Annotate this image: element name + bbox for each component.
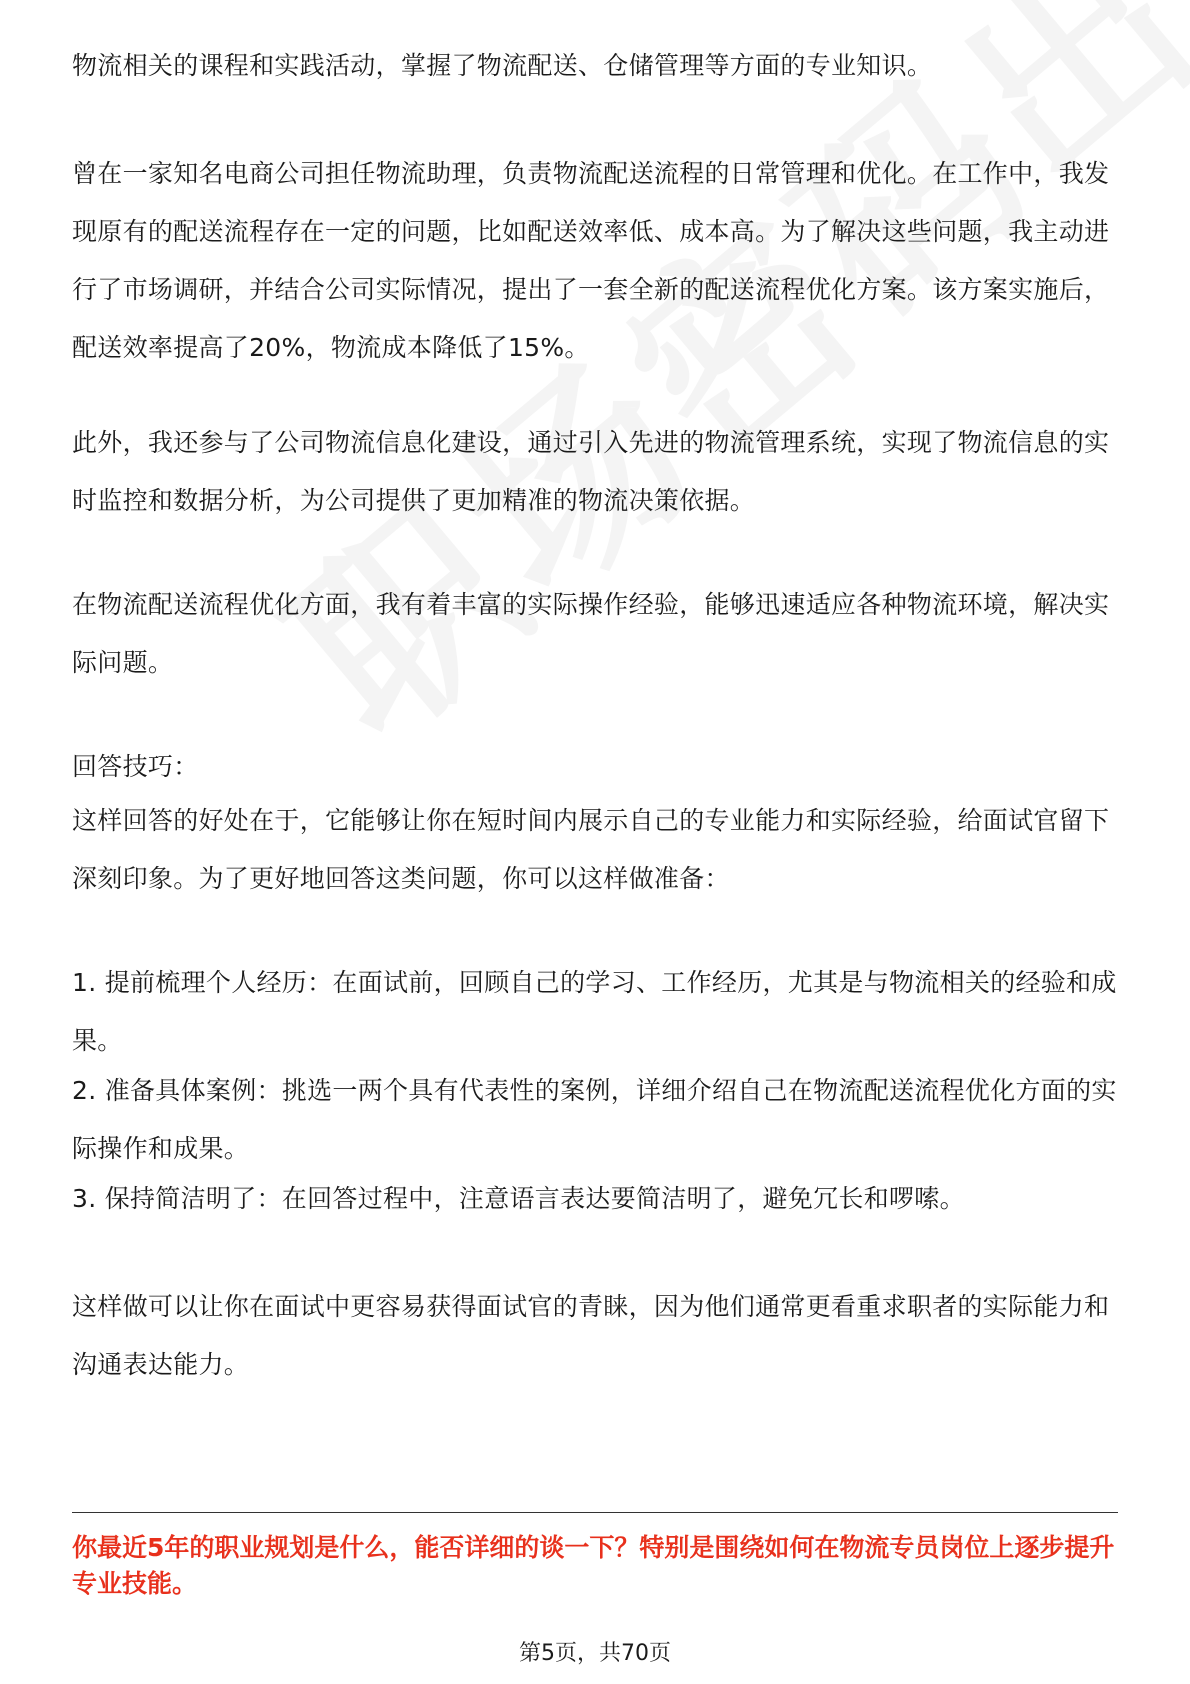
list-item-1: 1. 提前梳理个人经历：在面试前，回顾自己的学习、工作经历，尤其是与物流相关的经验和成果。 (72, 968, 1117, 1055)
paragraph-6: 这样做可以让你在面试中更容易获得面试官的青睐，因为他们通常更看重求职者的实际能力和沟通表达能力。 (72, 1292, 1110, 1379)
question-heading: 你最近5年的职业规划是什么，能否详细的谈一下？特别是围绕如何在物流专员岗位上逐步提升专业技能。 (72, 1533, 1115, 1598)
paragraph-2: 曾在一家知名电商公司担任物流助理，负责物流配送流程的日常管理和优化。在工作中，我发现原有的配送流程存在一定的问题，比如配送效率低、成本高。为了解决这些问题，我主动进行了市场调研，并结合公司实际情况，提出了一套全新的配送流程优化方案。该方案实施后，配送效率提高了20%，物流成本降低了15%。 (72, 159, 1110, 362)
paragraph-5: 这样回答的好处在于，它能够让你在短时间内展示自己的专业能力和实际经验，给面试官留下深刻印象。为了更好地回答这类问题，你可以这样做准备： (72, 806, 1110, 893)
list-item-3: 3. 保持简洁明了：在回答过程中，注意语言表达要简洁明了，避免冗长和啰嗦。 (72, 1184, 965, 1213)
paragraph-1: 物流相关的课程和实践活动，掌握了物流配送、仓储管理等方面的专业知识。 (72, 51, 933, 80)
section-divider (72, 1512, 1118, 1513)
tips-heading: 回答技巧： (72, 752, 199, 781)
list-item-2: 2. 准备具体案例：挑选一两个具有代表性的案例，详细介绍自己在物流配送流程优化方面的实际操作和成果。 (72, 1076, 1117, 1163)
paragraph-3: 此外，我还参与了公司物流信息化建设，通过引入先进的物流管理系统，实现了物流信息的实时监控和数据分析，为公司提供了更加精准的物流决策依据。 (72, 428, 1110, 515)
paragraph-4: 在物流配送流程优化方面，我有着丰富的实际操作经验，能够迅速适应各种物流环境，解决实际问题。 (72, 590, 1110, 677)
page-footer: 第5页，共70页 (519, 1641, 671, 1666)
